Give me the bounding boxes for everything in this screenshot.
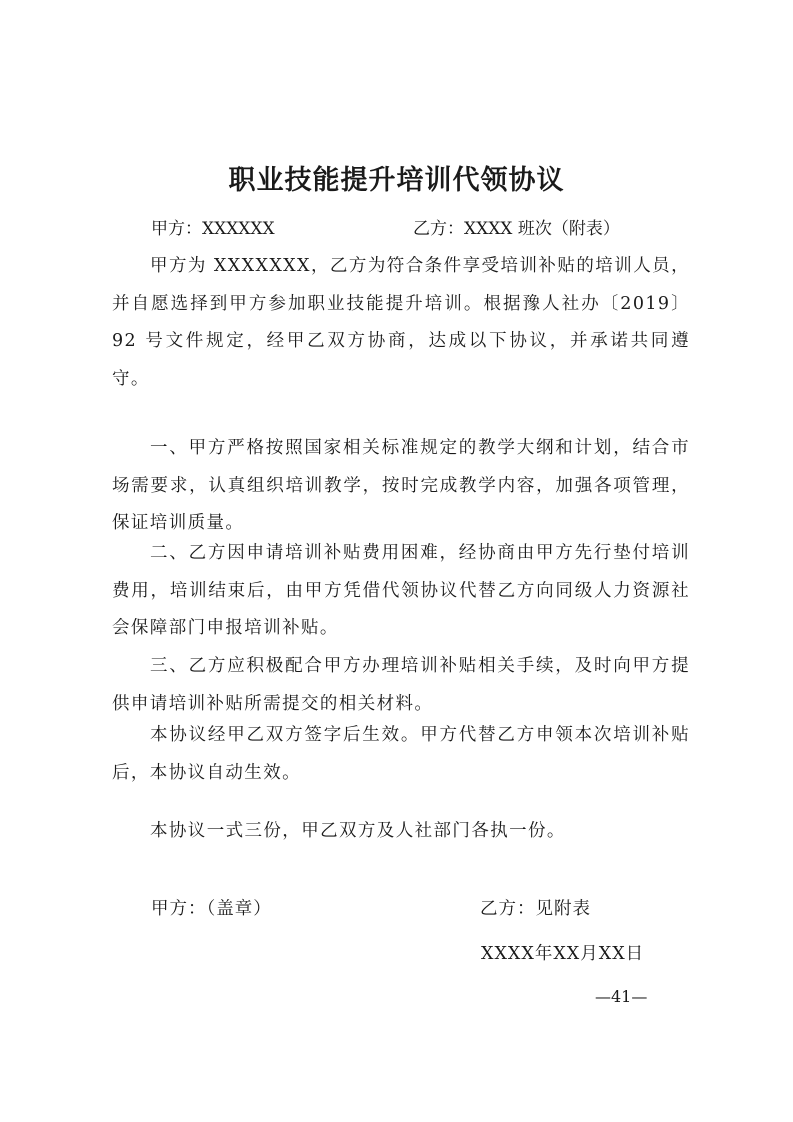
- paragraph-intro: 甲方为 XXXXXXX，乙方为符合条件享受培训补贴的培训人员，并自愿选择到甲方参加职业技能提升培训。根据豫人社办〔2019〕92 号文件规定，经甲乙双方协商，达成以下协议，并承诺共同遵守。: [112, 256, 690, 389]
- paragraph-clause-1: 一、甲方严格按照国家相关标准规定的教学大纲和计划，结合市场需要求，认真组织培训教学，按时完成教学内容，加强各项管理，保证培训质量。: [112, 438, 690, 533]
- signature-party-b: 乙方：见附表: [480, 899, 591, 919]
- party-b-label: 乙方：XXXX 班次（附表）: [413, 219, 620, 239]
- paragraph-effective: 本协议经甲乙双方签字后生效。甲方代替乙方申领本次培训补贴后，本协议自动生效。: [112, 725, 690, 783]
- paragraph-clause-2: 二、乙方因申请培训补贴费用困难，经协商由甲方先行垫付培训费用，培训结束后，由甲方凭借代领协议代替乙方向同级人力资源社会保障部门申报培训补贴。: [112, 543, 690, 638]
- signature-party-a: 甲方：（盖章）: [151, 899, 272, 919]
- party-a-label: 甲方：XXXXXX: [151, 219, 275, 239]
- page-number: —41—: [595, 987, 648, 1006]
- paragraph-clause-3: 三、乙方应积极配合甲方办理培训补贴相关手续，及时向甲方提供申请培训补贴所需提交的相关材料。: [112, 656, 690, 714]
- signing-date: XXXX年XX月XX日: [481, 944, 645, 964]
- paragraph-copies: 本协议一式三份，甲乙双方及人社部门各执一份。: [150, 821, 566, 841]
- document-title: 职业技能提升培训代领协议: [228, 165, 565, 196]
